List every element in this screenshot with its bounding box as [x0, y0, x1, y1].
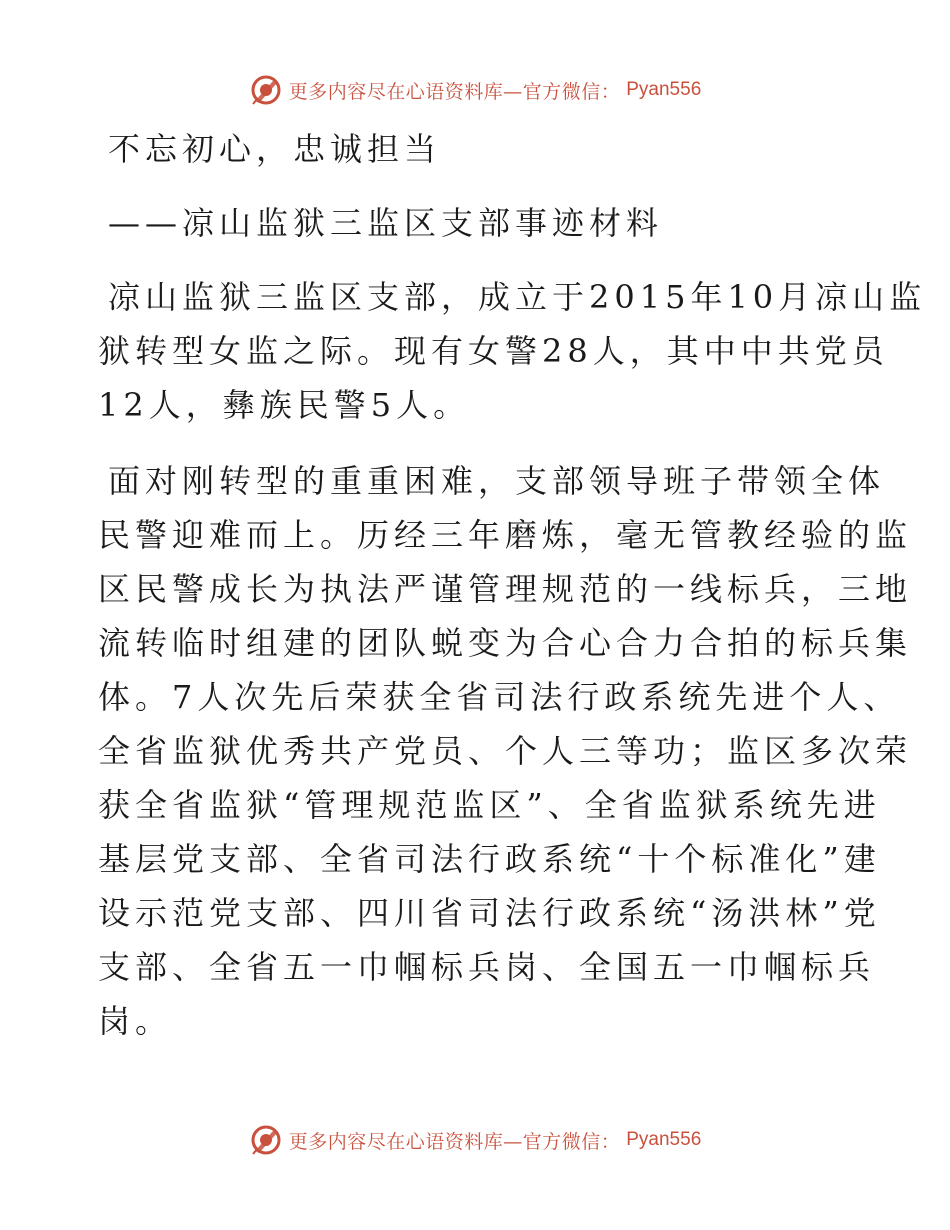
watermark-wechat-id: Pyan556	[626, 79, 702, 100]
paragraph-2	[98, 454, 913, 1048]
paragraph-line: 凉山监狱三监区支部，成立于2015年10月凉山监	[108, 278, 927, 316]
paragraph-line: 12人，彝族民警5人。	[98, 386, 471, 424]
paragraph-line: 基层党支部、全省司法行政系统“十个标准化”建	[98, 840, 881, 878]
paragraph-line: 民警迎难而上。历经三年磨炼，毫无管教经验的监	[98, 516, 913, 554]
watermark-wechat-id: Pyan556	[626, 1129, 702, 1150]
header-watermark	[0, 70, 950, 110]
paragraph-line: 区民警成长为执法严谨管理规范的一线标兵，三地	[98, 570, 913, 608]
paragraph-1	[98, 270, 927, 432]
paragraph-line: 流转临时组建的团队蜕变为合心合力合拍的标兵集	[98, 624, 913, 662]
footer-watermark	[0, 1120, 950, 1160]
pen-logo-icon	[249, 1123, 283, 1157]
paragraph-line: 设示范党支部、四川省司法行政系统“汤洪林”党	[98, 894, 881, 932]
paragraph-line: 支部、全省五一巾帼标兵岗、全国五一巾帼标兵	[98, 948, 876, 986]
paragraph-line: 体。7人次先后荣获全省司法行政系统先进个人、	[98, 678, 901, 716]
watermark-text: 更多内容尽在心语资料库—官方微信：	[288, 1130, 621, 1153]
paragraph-line: 获全省监狱“管理规范监区”、全省监狱系统先进	[98, 786, 881, 824]
pen-logo-icon	[249, 73, 283, 107]
paragraph-line: 岗。	[98, 1002, 173, 1040]
watermark-text: 更多内容尽在心语资料库—官方微信：	[288, 80, 621, 103]
paragraph-line: 狱转型女监之际。现有女警28人，其中中共党员	[98, 332, 889, 370]
document-subtitle: ——凉山监狱三监区支部事迹材料	[108, 204, 664, 242]
paragraph-line: 全省监狱优秀共产党员、个人三等功；监区多次荣	[98, 732, 913, 770]
document-body	[98, 122, 927, 1048]
paragraph-line: 面对刚转型的重重困难，支部领导班子带领全体	[108, 462, 886, 500]
document-title: 不忘初心，忠诚担当	[108, 130, 442, 168]
